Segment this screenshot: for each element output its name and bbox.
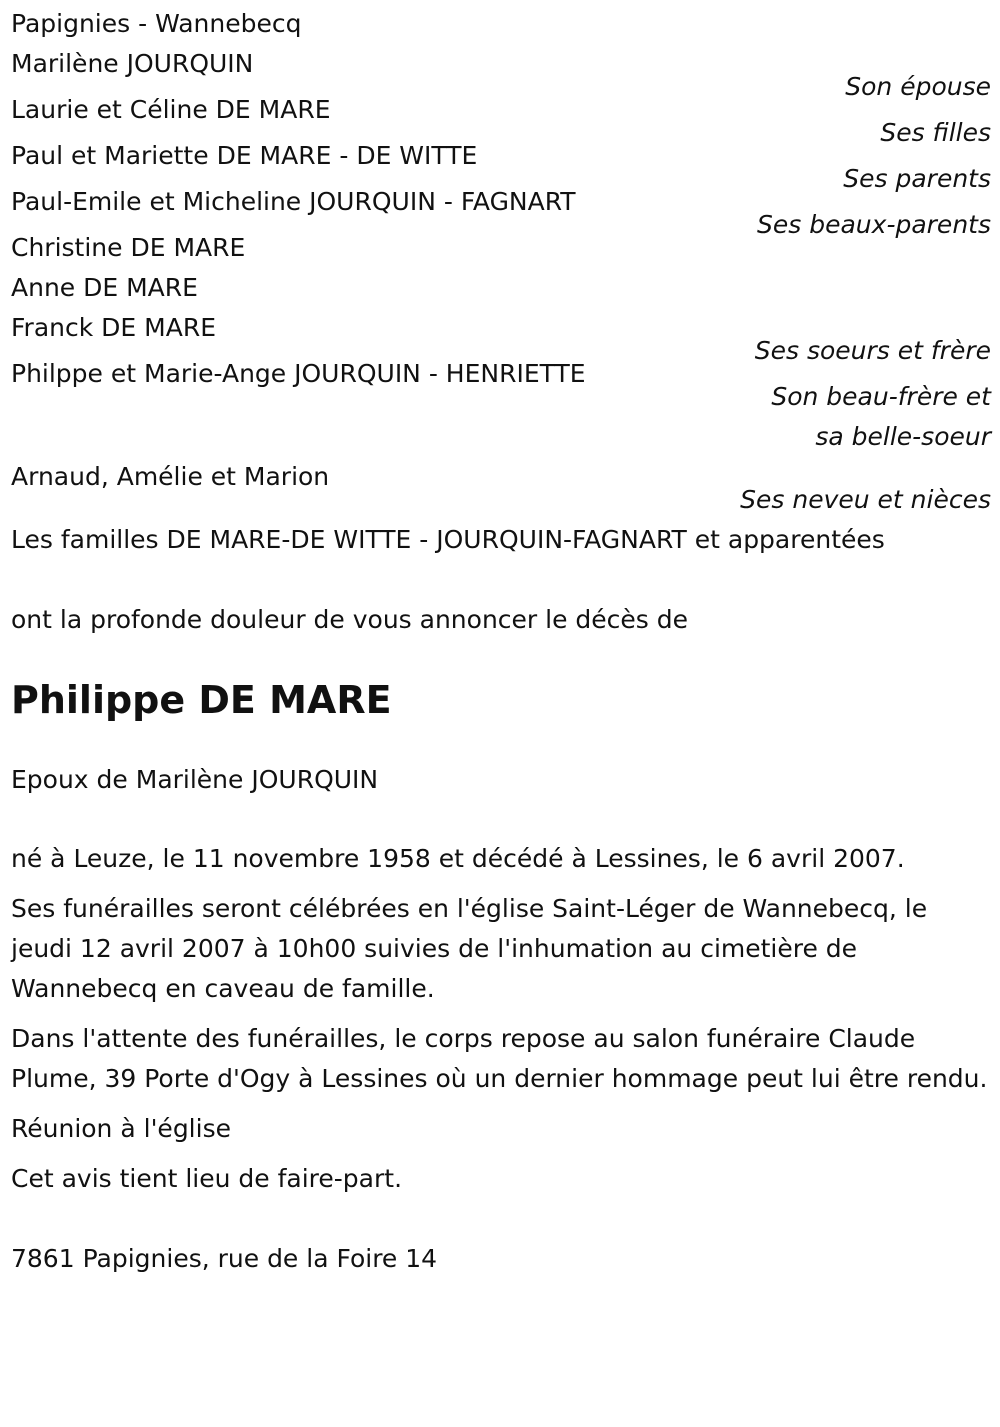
address-line: 7861 Papignies, rue de la Foire 14 bbox=[11, 1244, 438, 1273]
family-name: Paul et Mariette DE MARE - DE WITTE bbox=[11, 141, 478, 170]
funeral-paragraph: Ses funérailles seront célébrées en l'église Saint-Léger de Wannebecq, le jeudi 12 avril 2007 à 10h00 suivies de l'inhumation au cimetière de Wannebecq en caveau de famille. bbox=[11, 894, 928, 1003]
meeting-line: Réunion à l'église bbox=[11, 1114, 231, 1143]
obituary-notice bbox=[11, 4, 991, 1279]
family-name: Anne DE MARE bbox=[11, 273, 198, 302]
location-header: Papignies - Wannebecq bbox=[11, 9, 302, 38]
family-name: Christine DE MARE bbox=[11, 233, 246, 262]
family-role: Ses parents bbox=[843, 164, 991, 193]
family-role: Ses neveu et nièces bbox=[740, 485, 991, 514]
announcement-text: ont la profonde douleur de vous annoncer le décès de bbox=[11, 605, 689, 634]
spouse-line: Epoux de Marilène JOURQUIN bbox=[11, 765, 379, 794]
family-role: Ses beaux-parents bbox=[757, 210, 991, 239]
notice-line: Cet avis tient lieu de faire-part. bbox=[11, 1164, 403, 1193]
repose-paragraph: Dans l'attente des funérailles, le corps repose au salon funéraire Claude Plume, 39 Porte d'Ogy à Lessines où un dernier hommage peut lui être rendu. bbox=[11, 1024, 988, 1093]
family-name: Philppe et Marie-Ange JOURQUIN - HENRIETTE bbox=[11, 359, 586, 388]
family-name: Marilène JOURQUIN bbox=[11, 49, 254, 78]
family-role: Ses filles bbox=[880, 118, 991, 147]
family-role-line: sa belle-soeur bbox=[815, 422, 991, 451]
deceased-name: Philippe DE MARE bbox=[11, 678, 392, 722]
families-line: Les familles DE MARE-DE WITTE - JOURQUIN-FAGNART et apparentées bbox=[11, 525, 885, 554]
family-role-line: Son beau-frère et bbox=[771, 382, 991, 411]
birth-death-line: né à Leuze, le 11 novembre 1958 et décédé à Lessines, le 6 avril 2007. bbox=[11, 844, 905, 873]
family-name: Franck DE MARE bbox=[11, 313, 217, 342]
family-name: Paul-Emile et Micheline JOURQUIN - FAGNART bbox=[11, 187, 576, 216]
family-role: Son épouse bbox=[845, 72, 991, 101]
family-name: Laurie et Céline DE MARE bbox=[11, 95, 331, 124]
family-name: Arnaud, Amélie et Marion bbox=[11, 462, 330, 491]
family-role: Ses soeurs et frère bbox=[754, 336, 991, 365]
